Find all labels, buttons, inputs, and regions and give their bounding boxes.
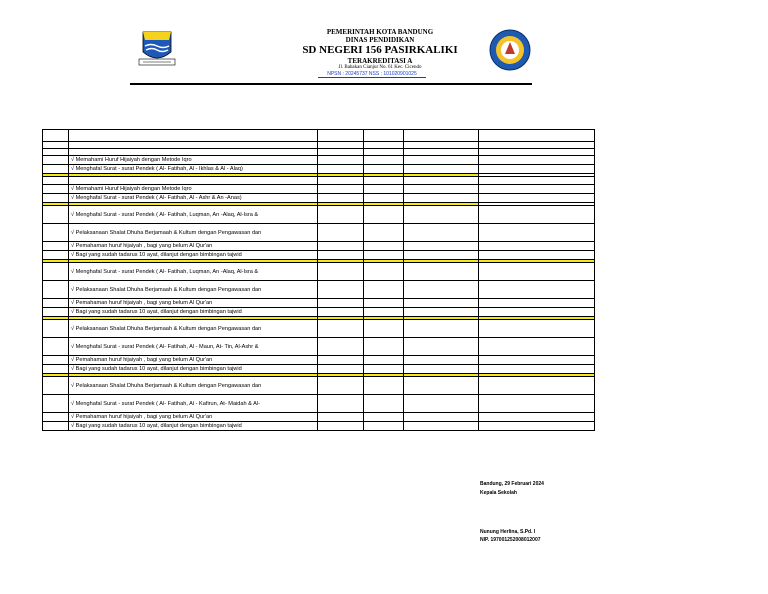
table-cell — [43, 320, 69, 338]
item-text: √ Pelaksanaan Shalat Dhuha Berjamaah & Kultum dengan Pengawasan dan — [69, 281, 318, 299]
table-cell — [43, 149, 69, 156]
table-cell — [404, 338, 479, 356]
table-cell — [43, 356, 69, 365]
table-row — [43, 251, 595, 260]
table-cell — [404, 142, 479, 149]
table-cell — [404, 242, 479, 251]
item-text: √ Memahami Huruf Hijaiyah dengan Metode Iqro — [69, 156, 318, 165]
table-cell — [364, 365, 404, 374]
accreditation: TERAKREDITASI A — [347, 57, 413, 65]
school-name: SD NEGERI 156 PASIRKALIKI — [302, 44, 458, 56]
table-cell — [318, 242, 364, 251]
table-row — [43, 156, 595, 165]
table-cell — [43, 281, 69, 299]
table-cell — [43, 130, 69, 142]
table-cell — [318, 156, 364, 165]
table-cell — [364, 224, 404, 242]
table-cell — [364, 395, 404, 413]
table-cell — [364, 338, 404, 356]
table-cell — [364, 194, 404, 203]
table-cell — [404, 149, 479, 156]
table-cell — [318, 194, 364, 203]
table-row — [43, 413, 595, 422]
table-cell — [318, 224, 364, 242]
table-cell — [318, 377, 364, 395]
table-cell — [364, 263, 404, 281]
item-text: √ Menghafal Surat - surat Pendek ( Al- Fatihah, Al - Maun, At- Tin, Al-Ashr & — [69, 338, 318, 356]
table-cell — [479, 377, 595, 395]
table-row — [43, 206, 595, 224]
bandung-city-logo-icon — [137, 28, 177, 68]
table-cell — [479, 422, 595, 431]
table-cell — [404, 422, 479, 431]
table-cell — [479, 320, 595, 338]
npsn-link[interactable]: NPSN : 20245737 NSS : 101020901025 — [318, 71, 426, 78]
table-cell — [43, 365, 69, 374]
item-text: √ Pemahaman huruf hijaiyah , bagi yang belum Al Qur'an — [69, 299, 318, 308]
item-text: √ Bagi yang sudah tadarus 10 ayat, dilanjut dengan bimbingan tajwid — [69, 251, 318, 260]
item-text: √ Memahami Huruf Hijaiyah dengan Metode Iqro — [69, 185, 318, 194]
table-cell — [318, 299, 364, 308]
table-cell — [364, 206, 404, 224]
item-text: √ Bagi yang sudah tadarus 10 ayat, dilanjut dengan bimbingan tajwid — [69, 365, 318, 374]
table-cell — [404, 356, 479, 365]
item-text: √ Pelaksanaan Shalat Dhuha Berjamaah & Kultum dengan Pengawasan dan — [69, 224, 318, 242]
table-row — [43, 320, 595, 338]
table-row — [43, 299, 595, 308]
table-cell — [364, 413, 404, 422]
table-cell — [318, 308, 364, 317]
table-cell — [404, 320, 479, 338]
table-cell — [479, 299, 595, 308]
table-cell — [364, 377, 404, 395]
table-cell — [318, 142, 364, 149]
item-text: √ Bagi yang sudah tadarus 10 ayat, dilanjut dengan bimbingan tajwid — [69, 308, 318, 317]
table-cell — [404, 185, 479, 194]
table-cell — [318, 338, 364, 356]
item-text: √ Menghafal Surat - surat Pendek ( Al- Fatihah, Al - Ashr & An -Anas) — [69, 194, 318, 203]
table-cell — [43, 224, 69, 242]
table-cell — [318, 206, 364, 224]
table-cell — [43, 206, 69, 224]
table-cell — [404, 377, 479, 395]
table-cell — [479, 413, 595, 422]
table-cell — [479, 263, 595, 281]
table-cell — [479, 356, 595, 365]
item-text: √ Menghafal Surat - surat Pendek ( Al- Fatihah, Luqman, An -Alaq, Al-Isra & — [69, 263, 318, 281]
signature-name: Nunung Herlina, S.Pd. I — [480, 529, 536, 535]
table-row — [43, 281, 595, 299]
table-cell — [364, 177, 404, 185]
table-cell — [43, 263, 69, 281]
table-cell — [479, 251, 595, 260]
table-cell — [479, 142, 595, 149]
table-cell — [43, 242, 69, 251]
table-row — [43, 338, 595, 356]
table-row — [43, 308, 595, 317]
table-row — [43, 395, 595, 413]
table-cell — [479, 365, 595, 374]
table-row — [43, 165, 595, 174]
item-text: √ Menghafal Surat - surat Pendek ( Al- Fatihah, Al - Ikhlas & Al - Alaq) — [69, 165, 318, 174]
table-cell — [364, 308, 404, 317]
gov-line: PEMERINTAH KOTA BANDUNG — [326, 28, 434, 36]
table-row — [43, 149, 595, 156]
signature-place-date: Bandung, 29 Februari 2024 — [480, 481, 544, 487]
table-cell — [318, 422, 364, 431]
table-row — [43, 356, 595, 365]
table-cell — [364, 149, 404, 156]
item-text: √ Menghafal Surat - surat Pendek ( Al- Fatihah, Luqman, An -Alaq, Al-Isra & — [69, 206, 318, 224]
table-cell — [479, 206, 595, 224]
item-text: √ Bagi yang sudah tadarus 10 ayat, dilanjut dengan bimbingan tajwid — [69, 422, 318, 431]
table-row — [43, 365, 595, 374]
department-line: DINAS PENDIDIKAN — [345, 36, 415, 44]
table-cell — [318, 365, 364, 374]
table-cell — [404, 206, 479, 224]
table-cell — [318, 320, 364, 338]
signature-role: Kepala Sekolah — [480, 490, 517, 496]
item-text: √ Pelaksanaan Shalat Dhuha Berjamaah & Kultum dengan Pengawasan dan — [69, 377, 318, 395]
activity-table — [42, 129, 595, 431]
table-cell — [479, 185, 595, 194]
table-cell — [364, 299, 404, 308]
table-cell — [318, 263, 364, 281]
table-cell — [364, 281, 404, 299]
table-cell — [318, 165, 364, 174]
table-cell — [364, 251, 404, 260]
table-cell — [43, 251, 69, 260]
table-cell — [43, 395, 69, 413]
table-cell — [364, 130, 404, 142]
table-row — [43, 224, 595, 242]
table-cell — [479, 194, 595, 203]
table-cell — [479, 308, 595, 317]
table-cell — [318, 281, 364, 299]
table-cell — [318, 149, 364, 156]
table-row — [43, 422, 595, 431]
table-cell — [364, 242, 404, 251]
table-cell — [318, 395, 364, 413]
table-cell — [404, 365, 479, 374]
table-row — [43, 142, 595, 149]
table-cell — [318, 130, 364, 142]
table-cell — [479, 130, 595, 142]
table-cell — [318, 251, 364, 260]
table-cell — [43, 156, 69, 165]
table-cell — [479, 149, 595, 156]
table-cell — [364, 320, 404, 338]
table-cell — [318, 185, 364, 194]
header-rule — [130, 83, 532, 85]
table-row — [43, 177, 595, 185]
table-cell — [69, 149, 318, 156]
table-cell — [43, 377, 69, 395]
table-cell — [404, 263, 479, 281]
table-cell — [43, 185, 69, 194]
table-cell — [404, 299, 479, 308]
table-row — [43, 263, 595, 281]
table-cell — [479, 395, 595, 413]
table-cell — [364, 156, 404, 165]
table-row — [43, 242, 595, 251]
table-cell — [404, 156, 479, 165]
table-cell — [479, 338, 595, 356]
table-cell — [404, 165, 479, 174]
table-cell — [43, 422, 69, 431]
table-cell — [43, 177, 69, 185]
table-cell — [364, 165, 404, 174]
table-cell — [43, 338, 69, 356]
table-cell — [318, 413, 364, 422]
table-cell — [404, 130, 479, 142]
table-cell — [69, 142, 318, 149]
table-cell — [43, 165, 69, 174]
item-text: √ Pemahaman huruf hijaiyah , bagi yang belum Al Qur'an — [69, 242, 318, 251]
table-cell — [43, 308, 69, 317]
table-cell — [479, 281, 595, 299]
table-header-row — [43, 130, 595, 142]
table-cell — [479, 177, 595, 185]
table-cell — [404, 194, 479, 203]
table-cell — [364, 185, 404, 194]
table-cell — [43, 299, 69, 308]
item-text: √ Menghafal Surat - surat Pendek ( Al- Fatihah, Al - Kafirun, At- Maidah & Al- — [69, 395, 318, 413]
item-text: √ Pemahaman huruf hijaiyah , bagi yang belum Al Qur'an — [69, 356, 318, 365]
table-row — [43, 194, 595, 203]
table-cell — [479, 165, 595, 174]
table-cell — [318, 356, 364, 365]
item-text: √ Pemahaman huruf hijaiyah , bagi yang belum Al Qur'an — [69, 413, 318, 422]
table-cell — [364, 142, 404, 149]
table-cell — [479, 242, 595, 251]
table-cell — [69, 177, 318, 185]
table-cell — [404, 251, 479, 260]
table-cell — [404, 281, 479, 299]
table-cell — [404, 177, 479, 185]
table-cell — [479, 156, 595, 165]
table-cell — [404, 395, 479, 413]
table-cell — [43, 142, 69, 149]
table-cell — [364, 356, 404, 365]
signature-nip: NIP. 197001252008012007 — [480, 537, 541, 543]
table-row — [43, 185, 595, 194]
table-cell — [404, 308, 479, 317]
table-cell — [318, 177, 364, 185]
address: Jl. Babakan Cianjur No. 61 Kec. Cicendo — [338, 65, 422, 70]
table-cell — [364, 422, 404, 431]
table-cell — [43, 194, 69, 203]
letterhead — [0, 0, 768, 90]
table-cell — [404, 413, 479, 422]
table-row — [43, 377, 595, 395]
item-text: √ Pelaksanaan Shalat Dhuha Berjamaah & Kultum dengan Pengawasan dan — [69, 320, 318, 338]
table-cell — [69, 130, 318, 142]
table-cell — [404, 224, 479, 242]
table-cell — [479, 224, 595, 242]
table-cell — [43, 413, 69, 422]
